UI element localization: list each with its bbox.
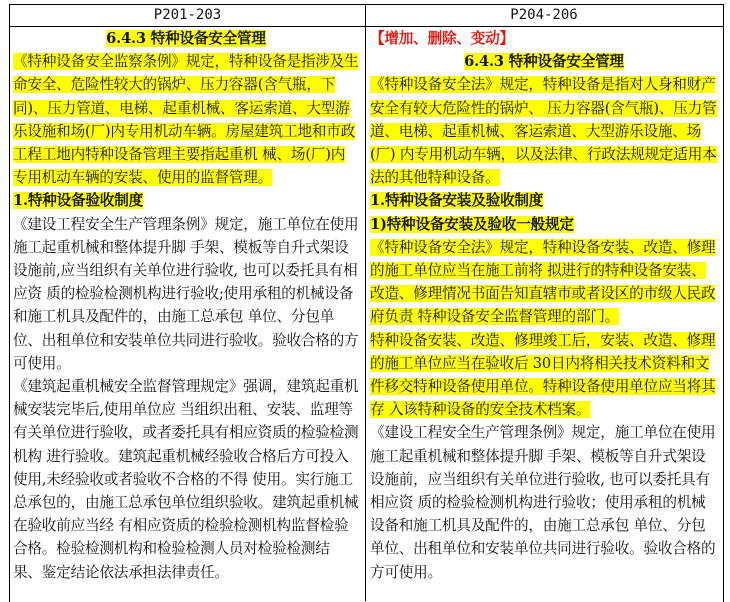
right-intro-paragraph: 《特种设备安全法》规定，特种设备是指对人身和财产安全有较大危险性的锅炉、 压力容器(含气瓶)、压力管道、电梯、起重机械、客运索道、大型游乐设施、场(厂) 内专用机动车辆，以及法律、行政法规规定适用本法的其他特种设备。 [370,76,717,187]
right-paragraph-documents: 特种设备安装、改造、修理竣工后，安装、改造、修理的施工单位应当在验收后 30日内将相关技术资料和文件移交特种设备使用单位。特种设备使用单位应当将其存 入该特种设备的安全技术档案。 [370,331,716,419]
right-paragraph-regulation: 《建设工程安全生产管理条例》规定，施工单位在使用施工起重机械和整体提升脚 手架、模板等自升式架设设施前，应当组织有关单位进行验收, 也可以委托具有相应资 质的检验检测机构进行验收；使用承租的机械设备和施工机具及配件的，由施工总承包 单位、分包单位、出租单位和安装单位共同进行验收。验收合格的方可使用。 [370,424,716,581]
right-section-title: 6.4.3 特种设备安全管理 [464,53,624,71]
left-intro-paragraph: 《特种设备安全监察条例》规定，特种设备是指涉及生命安全、危险性较大的锅炉、压力容器(含气瓶，下同)、压力管道、电梯、起重机械、客运索道、大型游乐设施和场(厂)内专用机动车辆。房屋建筑工地和市政工程工地内特种设备管理主要指起重机 械、场(厂)内专用机动车辆的安装、使用的监督管理。 [13,53,359,187]
right-subheading-general: 1)特种设备安装及验收一般规定 [370,215,574,233]
left-column [13,27,359,584]
column-divider [365,4,366,601]
left-section-title: 6.4.3 特种设备安全管理 [106,30,266,47]
change-note: 【增加、删除、变动】 [370,30,514,47]
left-heading-verification: 1.特种设备验收制度 [13,192,143,210]
left-paragraph-crane-rules: 《建筑起重机械安全监督管理规定》强调，建筑起重机械安装完毕后,使用单位应 当组织出租、安装、监理等有关单位进行验收，或者委托具有相应资质的检验检测机构 进行验收。建筑起重机械经验收合格后方可投入使用,未经验收或者验收不合格的不得 使用。实行施工总承包的，由施工总承包单位组织验收。建筑起重机械在验收前应当经 有相应资质的检验检测机构监督检验合格。检验检测机构和检验检测人员对检验检测结 果、鉴定结论依法承担法律责任。 [13,378,359,581]
left-column-header: P201-203 [153,7,222,23]
right-paragraph-notification: 《特种设备安全法》规定，特种设备安装、改造、修理的施工单位应当在施工前将 拟进行的特种设备安装、改造、修理情况书面告知直辖市或者设区的市级人民政府负责 特种设备安全监督管理的部门。 [370,238,716,326]
right-column [370,27,718,584]
left-paragraph-regulation: 《建设工程安全生产管理条例》规定，施工单位在使用施工起重机械和整体提升脚 手架、模板等自升式架设设施前,应当组织有关单位进行验收, 也可以委托具有相应资 质的检验检测机构进行验收;使用承租的机械设备和施工机具及配件的，由施工总承包 单位、分包单位、出租单位和安装单位共同进行验收。验收合格的方可使用。 [13,215,359,372]
right-heading-installation: 1.特种设备安装及验收制度 [370,192,544,210]
right-column-header: P204-206 [510,7,578,23]
